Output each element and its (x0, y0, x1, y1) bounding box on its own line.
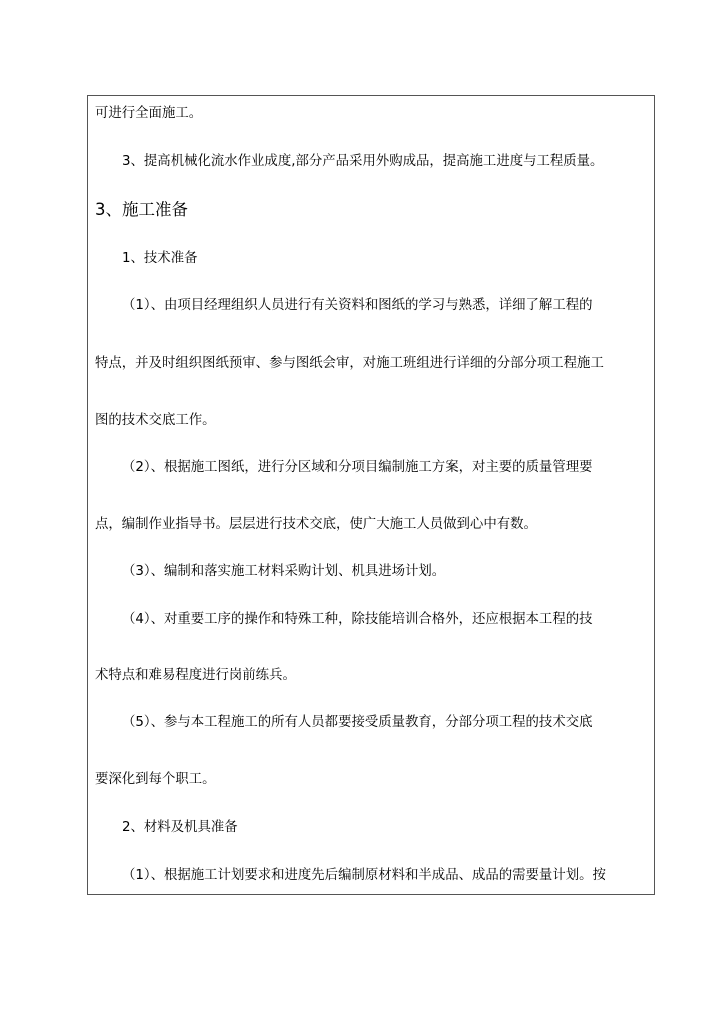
text-line-tech-4a: （4）、对重要工序的操作和特殊工种，除技能培训合格外，还应根据本工程的技 (122, 612, 593, 627)
text-line-item-3: 3、提高机械化流水作业成度,部分产品采用外购成品，提高施工进度与工程质量。 (122, 154, 604, 169)
text-line-tech-1c: 图的技术交底工作。 (95, 413, 216, 428)
text-line-tech-1b: 特点，并及时组织图纸预审、参与图纸会审，对施工班组进行详细的分部分项工程施工 (95, 356, 604, 371)
text-line-tech-5a: （5）、参与本工程施工的所有人员都要接受质量教育，分部分项工程的技术交底 (122, 715, 593, 730)
text-line-tech-2a: （2）、根据施工图纸，进行分区域和分项目编制施工方案，对主要的质量管理要 (122, 460, 593, 475)
subheading-technical-preparation: 1、技术准备 (122, 251, 198, 266)
text-line-tech-1a: （1）、由项目经理组织人员进行有关资料和图纸的学习与熟悉，详细了解工程的 (122, 298, 593, 313)
text-line-material-1a: （1）、根据施工计划要求和进度先后编制原材料和半成品、成品的需要量计划。按 (122, 868, 606, 883)
text-line-tech-4b: 术特点和难易程度进行岗前练兵。 (95, 668, 296, 683)
subheading-material-equipment-preparation: 2、材料及机具准备 (122, 820, 238, 835)
text-line-tech-2b: 点，编制作业指导书。层层进行技术交底，使广大施工人员做到心中有数。 (95, 517, 537, 532)
section-heading-construction-preparation: 3、施工准备 (95, 200, 188, 219)
text-line-continuation: 可进行全面施工。 (95, 106, 203, 121)
text-line-tech-5b: 要深化到每个职工。 (95, 772, 216, 787)
text-line-tech-3: （3）、编制和落实施工材料采购计划、机具进场计划。 (122, 564, 446, 579)
